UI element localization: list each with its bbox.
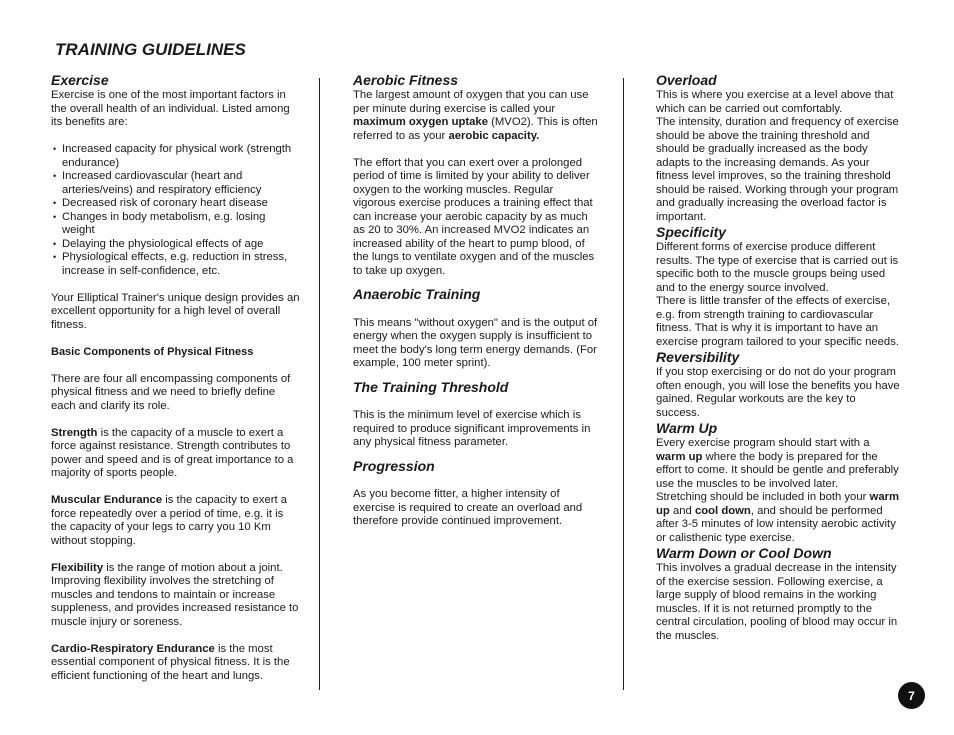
column-3	[656, 72, 901, 643]
anaerobic-paragraph: This means "without oxygen" and is the output of energy when the oxygen supply is insufficient to meet the body's long term energy demands. (For example, 100 meter sprint).	[353, 316, 598, 369]
flexibility-paragraph: Flexibility is the range of motion about a joint. Improving flexibility involves the stretching of muscles and tendons to maintain or increase suppleness, and provides increased resistance to muscle injury or soreness.	[51, 561, 299, 628]
overload-heading: Overload	[656, 72, 717, 88]
cardio-endurance-term: Cardio-Respiratory Endurance	[51, 642, 215, 655]
specificity-paragraph-2: There is little transfer of the effects of exercise, e.g. from strength training to cardiovascular fitness. That is why it is important to have an exercise program tailored to your specific needs.	[656, 295, 899, 348]
threshold-heading: The Training Threshold	[353, 378, 509, 395]
reversibility-heading: Reversibility	[656, 349, 740, 365]
strength-paragraph: Strength is the capacity of a muscle to exert a force against resistance. Strength contributes to power and speed and is of great importance to a majority of sports people.	[51, 426, 294, 479]
list-item: • Increased cardiovascular (heart and arteries/veins) and respiratory efficiency	[51, 170, 301, 197]
warm-up-heading: Warm Up	[656, 420, 718, 436]
cool-down-heading: Warm Down or Cool Down	[656, 545, 832, 561]
exercise-intro: Exercise is one of the most important factors in the overall health of an individual. Listed among its benefits are:	[51, 89, 290, 128]
aerobic-heading: Aerobic Fitness	[353, 72, 459, 88]
basic-components-heading: Basic Components of Physical Fitness	[51, 345, 254, 358]
column-divider	[319, 78, 320, 690]
column-2	[353, 72, 598, 529]
column-1	[51, 72, 301, 683]
elliptical-paragraph: Your Elliptical Trainer's unique design provides an excellent opportunity for a high level of overall fitness.	[51, 291, 300, 331]
aerobic-paragraph-2: The effort that you can exert over a prolonged period of time is limited by your ability to deliver oxygen to the working muscles. Regular vigorous exercise produces a training effect that can increase your aerobic capacity by as much as 20 to 30%. An increased MVO2 indicates an increased ability of the heart to pump blood, of the lungs to ventilate oxygen and of the muscles to take up oxygen.	[353, 156, 595, 277]
warm-up-paragraph-2: Stretching should be included in both your warm up and cool down, and should be performed after 3-5 minutes of low intensity aerobic activity or calisthenic type exercise.	[656, 491, 900, 544]
specificity-paragraph-1: Different forms of exercise produce different results. The type of exercise that is carried out is specific both to the muscle groups being used and to the energy source involved.	[656, 241, 899, 294]
specificity-heading: Specificity	[656, 224, 727, 240]
column-divider	[623, 78, 624, 690]
list-item: • Decreased risk of coronary heart disease	[51, 197, 301, 211]
list-item: • Delaying the physiological effects of age	[51, 238, 301, 252]
progression-heading: Progression	[353, 457, 435, 474]
strength-term: Strength	[51, 426, 98, 439]
progression-paragraph: As you become fitter, a higher intensity of exercise is required to create an overload and therefore provide continued improvement.	[353, 488, 583, 527]
flexibility-term: Flexibility	[51, 561, 104, 574]
anaerobic-heading: Anaerobic Training	[353, 286, 481, 302]
benefits-list	[51, 143, 301, 278]
warm-up-paragraph-1: Every exercise program should start with a warm up where the body is prepared for the effort to come. It should be gentle and preferably use the muscles to be involved later.	[656, 437, 899, 490]
cardio-endurance-paragraph: Cardio-Respiratory Endurance is the most essential component of physical fitness. It is the efficient functioning of the heart and lungs.	[51, 642, 290, 682]
list-item: • Increased capacity for physical work (strength endurance)	[51, 143, 301, 170]
list-item: • Physiological effects, e.g. reduction in stress, increase in self-confidence, etc.	[51, 251, 301, 278]
exercise-heading: Exercise	[51, 72, 109, 88]
basic-components-intro: There are four all encompassing components of physical fitness and we need to briefly define each and clarify its role.	[51, 372, 291, 412]
overload-paragraph-2: The intensity, duration and frequency of exercise should be above the training threshold and should be gradually increased as the body adapts to the increasing demands. As your fitness level improves, so the training threshold should be raised. Working through your program and gradually increasing the overload factor is important.	[656, 116, 899, 223]
threshold-paragraph: This is the minimum level of exercise which is required to produce significant improvements in any physical fitness parameter.	[353, 409, 591, 448]
page-number-badge: 7	[898, 682, 925, 709]
page-title: TRAINING GUIDELINES	[55, 40, 246, 59]
reversibility-paragraph: If you stop exercising or do not do your program often enough, you will lose the benefits you have gained. Regular workouts are the key to success.	[656, 366, 900, 419]
list-item: • Changes in body metabolism, e.g. losing weight	[51, 211, 301, 238]
cool-down-paragraph: This involves a gradual decrease in the intensity of the exercise session. Following exercise, a large supply of blood remains in the working muscles. If it is not returned promptly to the central circulation, pooling of blood may occur in the muscles.	[656, 562, 898, 642]
aerobic-paragraph-1: The largest amount of oxygen that you can use per minute during exercise is called your maximum oxygen uptake (MVO2). This is often referred to as your aerobic capacity.	[353, 89, 598, 142]
overload-paragraph-1: This is where you exercise at a level above that which can be carried out comfortably.	[656, 89, 894, 115]
muscular-endurance-paragraph: Muscular Endurance is the capacity to exert a force repeatedly over a period of time, e.g. it is the capacity of your legs to carry you 10 Km without stopping.	[51, 494, 288, 547]
muscular-endurance-term: Muscular Endurance	[51, 494, 163, 506]
